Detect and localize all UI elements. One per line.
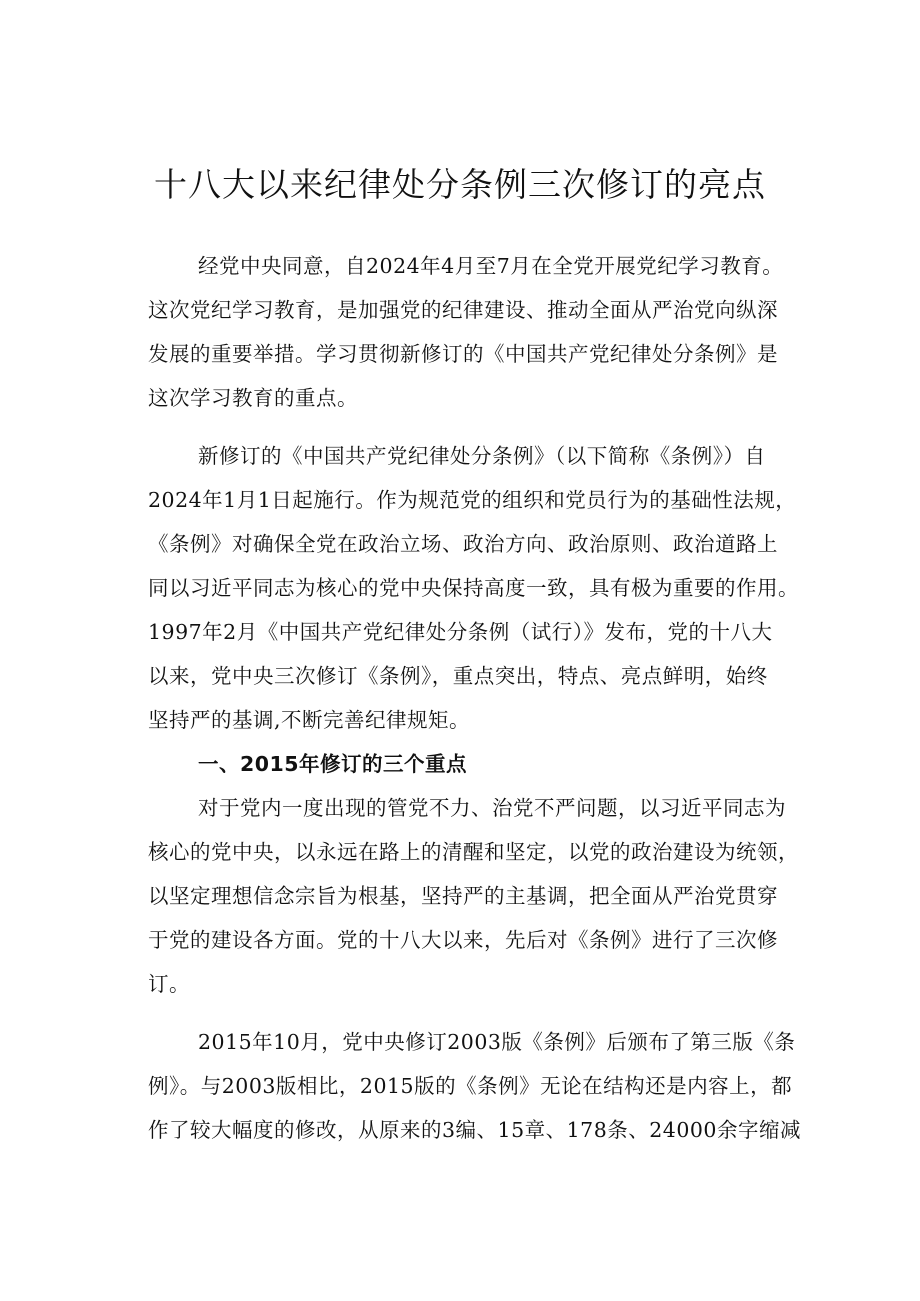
paragraph-line: 以来，党中央三次修订《条例》，重点突出，特点、亮点鲜明，始终 — [148, 664, 768, 688]
paragraph-line: 以坚定理想信念宗旨为根基，坚持严的主基调，把全面从严治党贯穿 — [148, 884, 778, 908]
paragraph-line: 这次学习教育的重点。 — [148, 386, 358, 410]
paragraph-line: 坚持严的基调,不断完善纪律规矩。 — [148, 708, 471, 732]
paragraph — [148, 434, 808, 742]
paragraph-line: 经党中央同意，自2024年4月至7月在全党开展党纪学习教育。 — [198, 254, 784, 278]
paragraph-line: 作了较大幅度的修改，从原来的3编、15章、178条、24000余字缩减 — [148, 1118, 801, 1142]
paragraph-line: 1997年2月《中国共产党纪律处分条例（试行）》发布，党的十八大 — [148, 620, 773, 644]
paragraph — [148, 244, 808, 420]
paragraph-line: 新修订的《中国共产党纪律处分条例》（以下简称《条例》）自 — [198, 444, 766, 468]
paragraph-line: 这次党纪学习教育，是加强党的纪律建设、推动全面从严治党向纵深 — [148, 298, 778, 322]
paragraph-line: 《条例》对确保全党在政治立场、政治方向、政治原则、政治道路上 — [148, 532, 778, 556]
document-body — [148, 244, 808, 1152]
paragraph-line: 同以习近平同志为核心的党中央保持高度一致，具有极为重要的作用。 — [148, 576, 799, 600]
paragraph-line: 订。 — [148, 972, 190, 996]
paragraph-line: 对于党内一度出现的管党不力、治党不严问题，以习近平同志为 — [198, 796, 786, 820]
paragraph — [148, 1020, 808, 1152]
paragraph-line: 核心的党中央，以永远在路上的清醒和坚定，以党的政治建设为统领， — [148, 840, 799, 864]
paragraph-line: 2015年10月，党中央修订2003版《条例》后颁布了第三版《条 — [198, 1030, 796, 1054]
paragraph-line: 发展的重要举措。学习贯彻新修订的《中国共产党纪律处分条例》是 — [148, 342, 778, 366]
section-heading: 一、2015年修订的三个重点 — [198, 752, 468, 776]
paragraph-line: 于党的建设各方面。党的十八大以来，先后对《条例》进行了三次修 — [148, 928, 778, 952]
paragraph — [148, 786, 808, 1006]
paragraph-line: 例》。与2003版相比，2015版的《条例》无论在结构还是内容上，都 — [148, 1074, 793, 1098]
document-title: 十八大以来纪律处分条例三次修订的亮点 — [154, 165, 766, 204]
paragraph-line: 2024年1月1日起施行。作为规范党的组织和党员行为的基础性法规， — [148, 488, 797, 512]
